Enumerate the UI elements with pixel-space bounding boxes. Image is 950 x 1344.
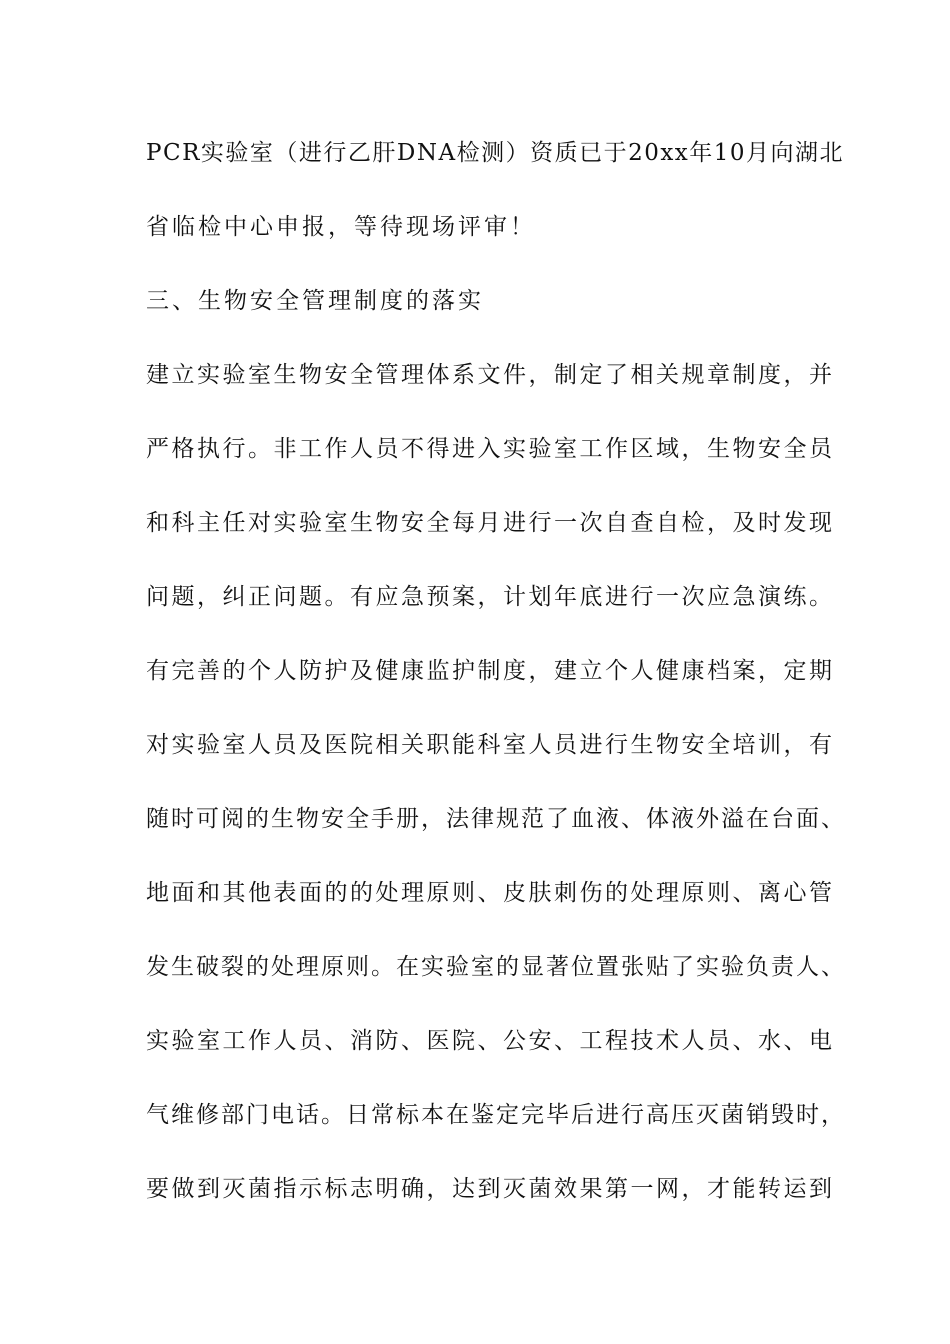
text-line-5: 严格执行。非工作人员不得进入实验室工作区域，生物安全员 — [146, 436, 835, 462]
text-line-14: 气维修部门电话。日常标本在鉴定完毕后进行高压灭菌销毁时， — [146, 1102, 846, 1128]
text-line-10: 随时可阅的生物安全手册，法律规范了血液、体液外溢在台面、 — [146, 806, 846, 832]
text-line-2: 省临检中心申报，等待现场评审！ — [146, 214, 536, 240]
text-line-1: PCR实验室（进行乙肝DNA检测）资质已于20xx年10月向湖北 — [146, 140, 845, 166]
text-line-13: 实验室工作人员、消防、医院、公安、工程技术人员、水、电 — [146, 1028, 835, 1054]
body-text — [146, 128, 846, 1238]
text-line-9: 对实验室人员及医院相关职能科室人员进行生物安全培训，有 — [146, 732, 835, 758]
text-line-4: 建立实验室生物安全管理体系文件，制定了相关规章制度，并 — [146, 362, 835, 388]
text-line-15: 要做到灭菌指示标志明确，达到灭菌效果第一网，才能转运到 — [146, 1176, 835, 1202]
text-line-11: 地面和其他表面的的处理原则、皮肤刺伤的处理原则、离心管 — [146, 880, 835, 906]
section-heading: 三、生物安全管理制度的落实 — [146, 288, 484, 314]
text-line-7: 问题，纠正问题。有应急预案，计划年底进行一次应急演练。 — [146, 584, 835, 610]
text-line-8: 有完善的个人防护及健康监护制度，建立个人健康档案，定期 — [146, 658, 835, 684]
text-line-12: 发生破裂的处理原则。在实验室的显著位置张贴了实验负责人、 — [146, 954, 846, 980]
text-line-6: 和科主任对实验室生物安全每月进行一次自查自检，及时发现 — [146, 510, 835, 536]
